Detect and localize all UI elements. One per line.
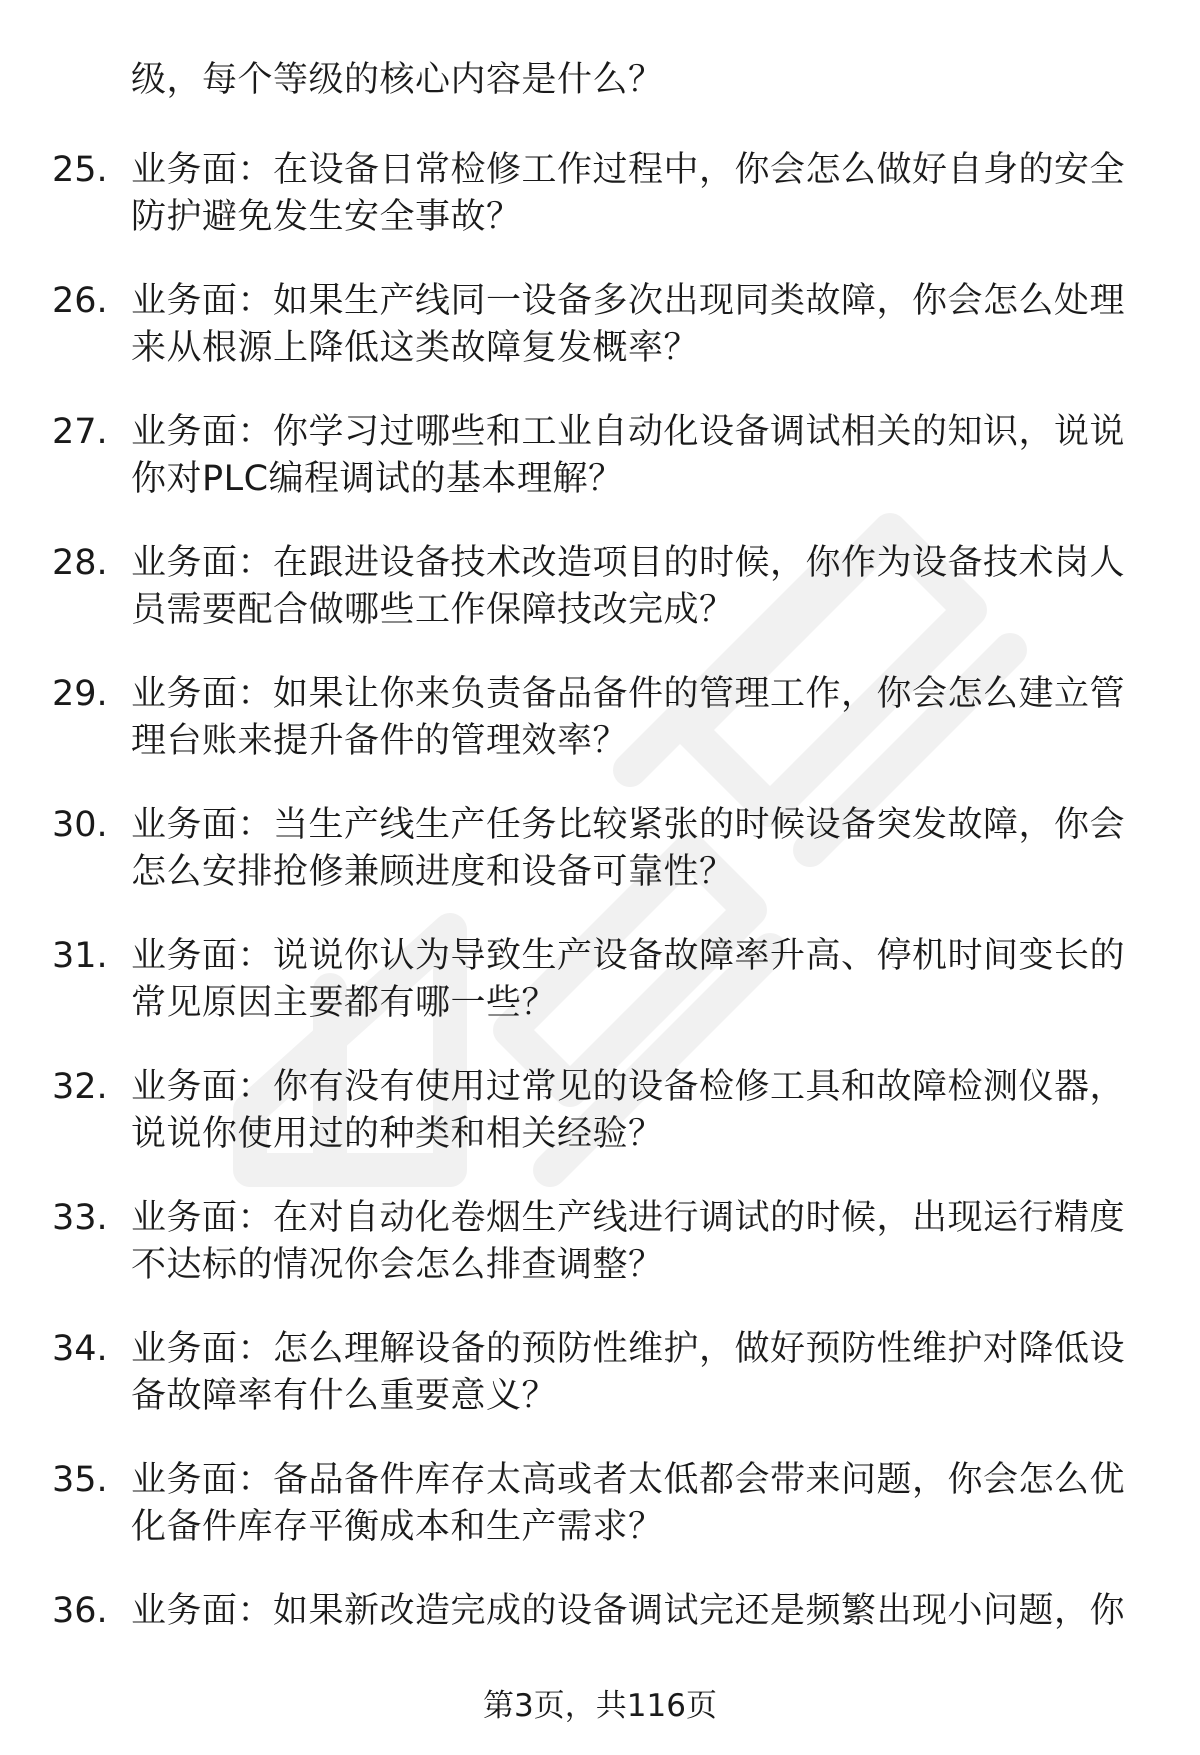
question-text-line: 业务面：你学习过哪些和工业自动化设备调试相关的知识，说说 [131,412,1126,452]
question-item [0,1194,1200,1325]
question-number: 26. [52,281,108,321]
question-list [0,146,1200,1718]
question-item [0,801,1200,932]
question-text-line: 不达标的情况你会怎么排查调整？ [131,1245,664,1285]
question-number: 32. [52,1067,108,1107]
question-item [0,1325,1200,1456]
question-item [0,408,1200,539]
question-number: 35. [52,1460,108,1500]
question-item [0,277,1200,408]
question-number: 34. [52,1329,108,1369]
question-number: 36. [52,1591,108,1631]
question-number: 33. [52,1198,108,1238]
question-text-line: 业务面：在设备日常检修工作过程中，你会怎么做好自身的安全 [131,150,1126,190]
question-item [0,670,1200,801]
question-text-line: 你对PLC编程调试的基本理解？ [131,459,624,499]
question-text-line: 业务面：在跟进设备技术改造项目的时候，你作为设备技术岗人 [131,543,1126,583]
question-number: 28. [52,543,108,583]
page-number-footer: 第3页，共116页 [483,1688,717,1724]
question-text-line: 业务面：如果新改造完成的设备调试完还是频繁出现小问题，你 [131,1591,1126,1631]
question-number: 30. [52,805,108,845]
question-item [0,1456,1200,1587]
question-number: 25. [52,150,108,190]
question-text-line: 业务面：你有没有使用过常见的设备检修工具和故障检测仪器， [131,1067,1126,1107]
question-text-line: 常见原因主要都有哪一些？ [131,983,558,1023]
question-item [0,932,1200,1063]
question-text-line: 业务面：备品备件库存太高或者太低都会带来问题，你会怎么优 [131,1460,1126,1500]
question-text-line: 业务面：在对自动化卷烟生产线进行调试的时候，出现运行精度 [131,1198,1126,1238]
question-item [0,146,1200,277]
question-text-line: 备故障率有什么重要意义？ [131,1376,558,1416]
question-item [0,1063,1200,1194]
question-text-line: 怎么安排抢修兼顾进度和设备可靠性？ [131,852,735,892]
question-number: 31. [52,936,108,976]
question-item [0,539,1200,670]
question-text-line: 员需要配合做哪些工作保障技改完成？ [131,590,735,630]
question-text-line: 业务面：当生产线生产任务比较紧张的时候设备突发故障，你会 [131,805,1126,845]
question-text-line: 化备件库存平衡成本和生产需求？ [131,1507,664,1547]
question-text-line: 说说你使用过的种类和相关经验？ [131,1114,664,1154]
question-text-line: 业务面：说说你认为导致生产设备故障率升高、停机时间变长的 [131,936,1126,976]
question-text-line: 业务面：如果生产线同一设备多次出现同类故障，你会怎么处理 [131,281,1126,321]
question-text-line: 理台账来提升备件的管理效率？ [131,721,629,761]
question-text-line: 来从根源上降低这类故障复发概率？ [131,328,700,368]
question-text-line: 业务面：如果让你来负责备品备件的管理工作，你会怎么建立管 [131,674,1126,714]
question-number: 27. [52,412,108,452]
question-number: 29. [52,674,108,714]
question-text-line: 业务面：怎么理解设备的预防性维护，做好预防性维护对降低设 [131,1329,1126,1369]
question-continuation-text: 级，每个等级的核心内容是什么？ [131,60,664,100]
question-text-line: 防护避免发生安全事故？ [131,197,522,237]
